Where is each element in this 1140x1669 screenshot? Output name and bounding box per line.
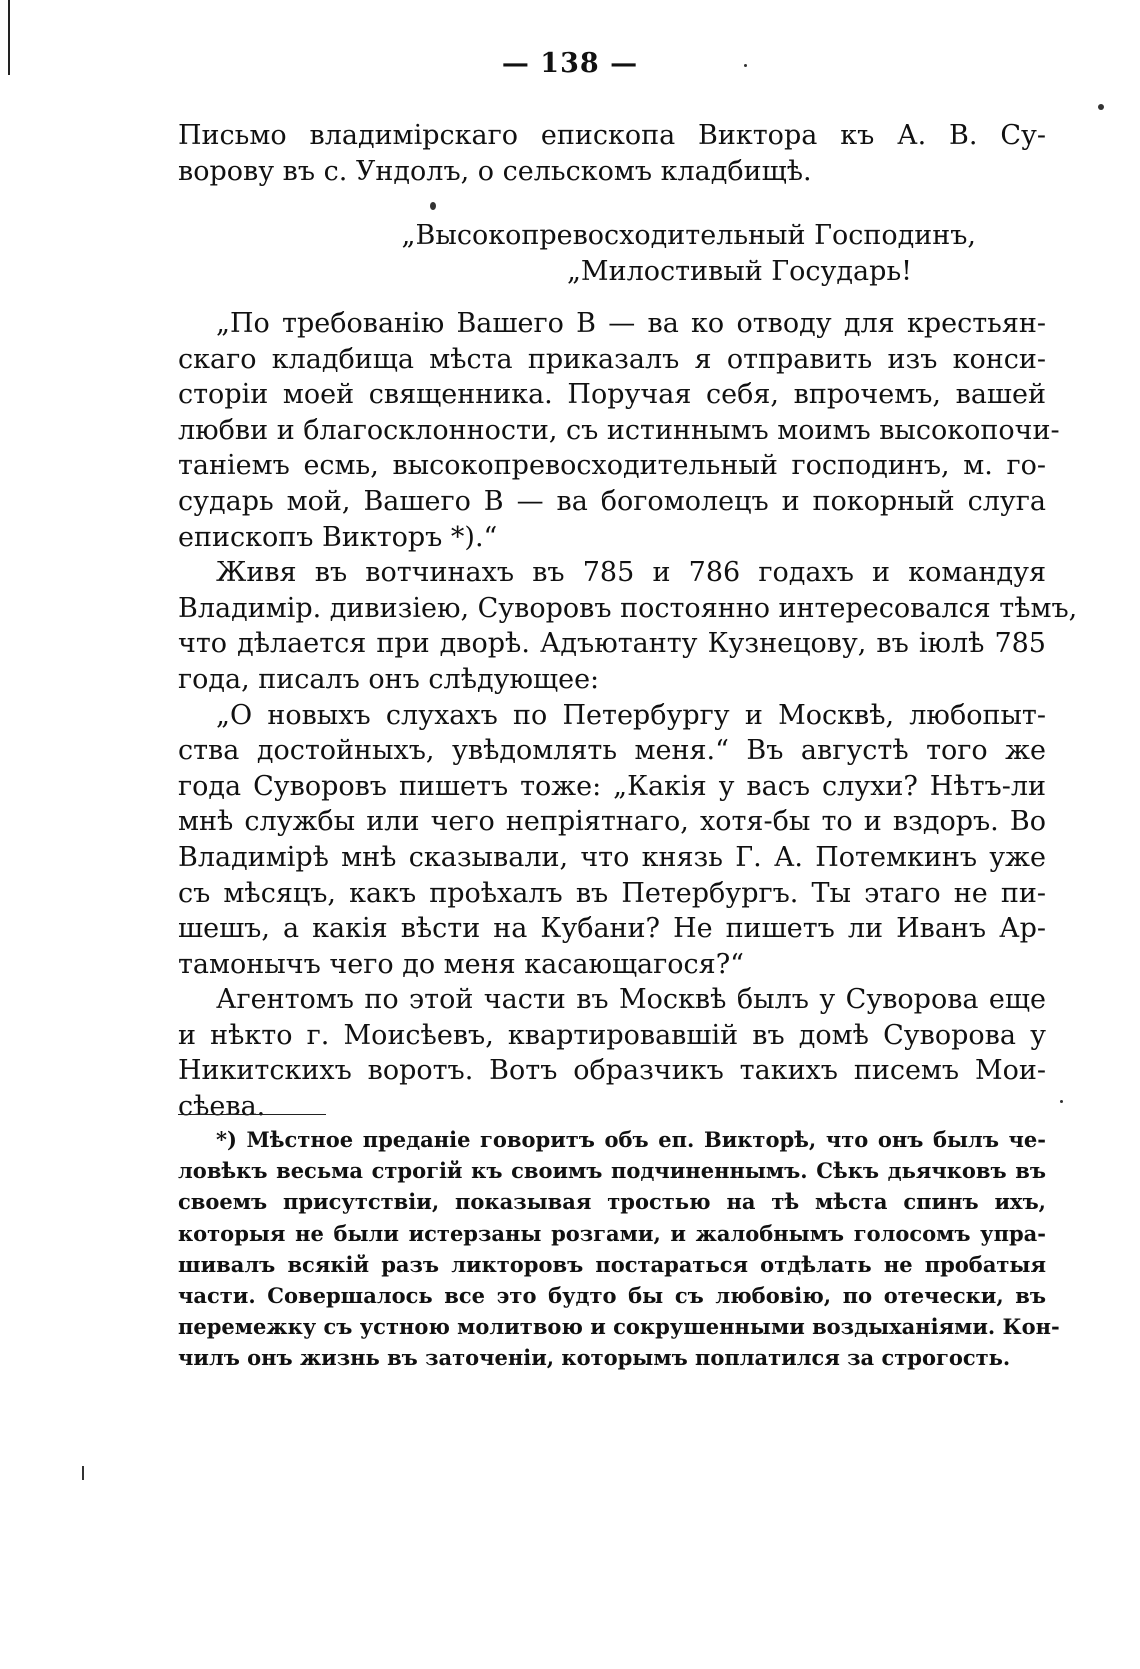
letter-heading — [178, 118, 1046, 189]
body-line: таніемъ есмь, высокопревосходительный господинъ, м. го- — [178, 450, 1046, 482]
body-line: года, писалъ онъ слѣдующее: — [178, 663, 600, 695]
body-line: скаго кладбища мѣста приказалъ я отправить изъ конси- — [178, 343, 1046, 375]
footnote-line: ловѣкъ весьма строгій къ своимъ подчиненнымъ. Сѣкъ дьячковъ въ — [178, 1158, 1046, 1184]
heading-line: Письмо владимірскаго епископа Виктора къ А. В. Су- — [178, 120, 1046, 151]
body-line: мнѣ службы или чего непріятнаго, хотя-бы то и вздоръ. Во — [178, 806, 1046, 838]
body-line: съ мѣсяцъ, какъ проѣхалъ въ Петербургъ. Ты этаго не пи- — [178, 877, 1046, 909]
body-line: сѣева. — [178, 1091, 266, 1123]
salutation-line: „Высокопревосходительный Господинъ, — [401, 220, 976, 251]
body-line: тамонычъ чего до меня касающагося?“ — [178, 948, 744, 980]
footnote-line: *) Мѣстное преданіе говоритъ объ еп. Викторѣ, что онъ былъ че- — [216, 1127, 1046, 1152]
footnote-separator — [178, 1114, 326, 1115]
body-line: и нѣкто г. Моисѣевъ, квартировавшій въ домѣ Суворова у — [178, 1019, 1046, 1051]
scan-speck — [1060, 1100, 1063, 1103]
body-line: епископъ Викторъ *).“ — [178, 521, 498, 553]
heading-line: ворову въ с. Ундолъ, о сельскомъ кладбищѣ. — [178, 155, 812, 187]
body-line: ства достойныхъ, увѣдомлять меня.“ Въ августѣ того же — [178, 735, 1046, 767]
body-line: „О новыхъ слухахъ по Петербургу и Москвѣ, любопыт- — [216, 699, 1046, 731]
scan-speck — [430, 202, 436, 210]
body-line: шешъ, а какія вѣсти на Кубани? Не пишетъ ли Иванъ Ар- — [178, 913, 1046, 945]
salutation-line: „Милостивый Государь! — [566, 255, 912, 287]
body-line: что дѣлается при дворѣ. Адъютанту Кузнецову, въ іюлѣ 785 — [178, 628, 1046, 660]
scan-speck — [82, 1466, 84, 1480]
body-line: „По требованію Вашего В — ва ко отводу для крестьян- — [216, 308, 1046, 339]
footnote-line: чилъ онъ жизнь въ заточеніи, которымъ поплатился за строгость. — [178, 1345, 1011, 1371]
footnote-line: которыя не были истерзаны розгами, и жалобнымъ голосомъ упра- — [178, 1220, 1046, 1246]
scan-speck — [744, 64, 747, 67]
body-text — [178, 306, 1078, 1125]
body-line: Живя въ вотчинахъ въ 785 и 786 годахъ и командуя — [216, 557, 1046, 589]
letter-salutation — [178, 218, 1046, 289]
footnote-line: части. Совершалось все это будто бы съ любовію, по отечески, въ — [178, 1282, 1046, 1308]
body-line: сторіи моей священника. Поручая себя, впрочемъ, вашей — [178, 379, 1046, 411]
body-line: Никитскихъ воротъ. Вотъ образчикъ такихъ писемъ Мои- — [178, 1055, 1046, 1087]
body-line: Владимірѣ мнѣ сказывали, что князь Г. А. Потемкинъ уже — [178, 841, 1046, 873]
footnote-line: шивалъ всякій разъ ликторовъ постараться отдѣлать не пробатыя — [178, 1251, 1046, 1277]
body-line: Владимір. дивизіею, Суворовъ постоянно интересовался тѣмъ, — [178, 592, 1078, 624]
footnote-line: своемъ присутствіи, показывая тростью на тѣ мѣста спинъ ихъ, — [178, 1189, 1046, 1215]
body-line: любви и благосклонности, съ истиннымъ моимъ высокопочи- — [178, 414, 1060, 446]
page-number: — 138 — — [501, 48, 639, 79]
body-line: сударь мой, Вашего В — ва богомолецъ и покорный слуга — [178, 485, 1046, 517]
body-line: Агентомъ по этой части въ Москвѣ былъ у Суворова еще — [216, 984, 1046, 1016]
body-line: года Суворовъ пишетъ тоже: „Какія у васъ слухи? Нѣтъ-ли — [178, 770, 1046, 802]
scan-speck — [1098, 104, 1104, 110]
footnote — [178, 1124, 1060, 1374]
footnote-line: перемежку съ устною молитвою и сокрушенными воздыханіями. Кон- — [178, 1314, 1060, 1340]
